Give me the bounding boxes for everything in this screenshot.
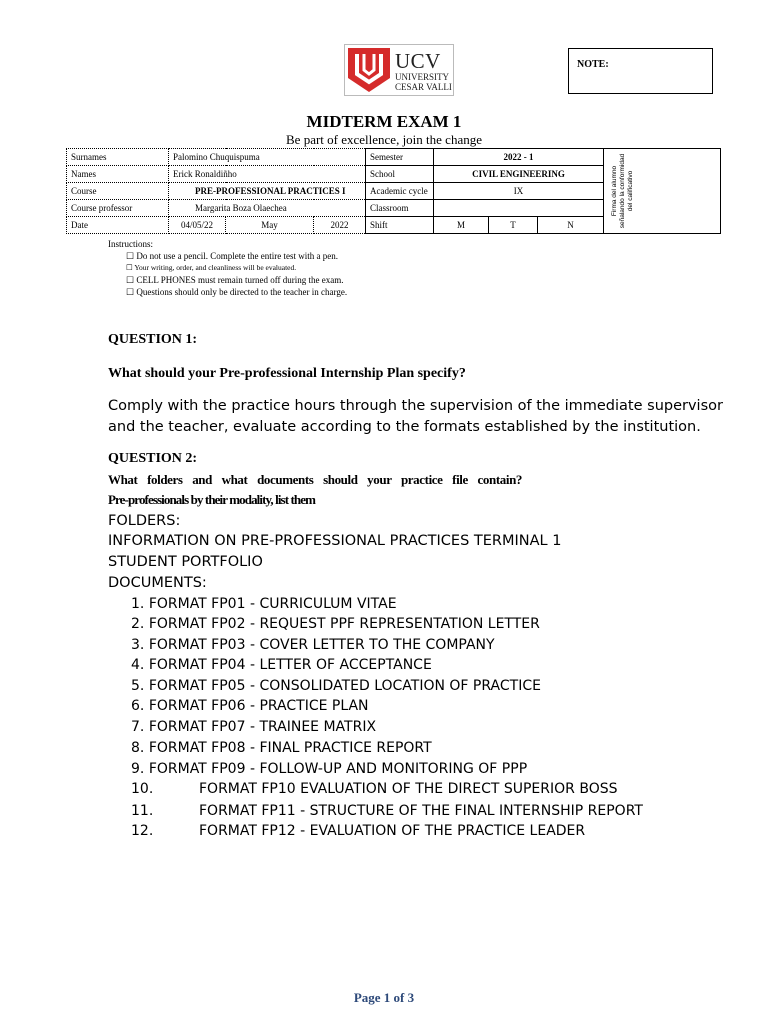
- page-number: Page 1 of 3: [353, 990, 415, 1005]
- document-item-text: FORMAT FP10 EVALUATION OF THE DIRECT SUPERIOR BOSS: [199, 781, 618, 797]
- folder-item: STUDENT PORTFOLIO: [108, 554, 263, 570]
- course-label: Course: [67, 183, 169, 200]
- note-label: NOTE:: [577, 59, 609, 70]
- document-item: 3. FORMAT FP03 - COVER LETTER TO THE COMPANY: [131, 637, 495, 653]
- classroom-label: Classroom: [366, 200, 434, 217]
- document-item: 2. FORMAT FP02 - REQUEST PPF REPRESENTATION LETTER: [131, 616, 540, 632]
- instructions-title: Instructions:: [108, 239, 153, 249]
- shift-n: N: [538, 217, 604, 234]
- folder-item: INFORMATION ON PRE-PROFESSIONAL PRACTICES TERMINAL 1: [108, 533, 562, 549]
- slogan: Be part of excellence, join the change: [286, 132, 482, 147]
- school-label: School: [366, 166, 434, 183]
- document-item: 9. FORMAT FP09 - FOLLOW-UP AND MONITORING OF PPP: [131, 761, 528, 777]
- professor-value: Margarita Boza Olaechea: [169, 200, 366, 217]
- month-value: May: [226, 217, 314, 234]
- year-value: 2022: [314, 217, 366, 234]
- ucv-logo: [344, 44, 454, 96]
- names-label: Names: [67, 166, 169, 183]
- cycle-label: Academic cycle: [366, 183, 434, 200]
- school-value: CIVIL ENGINEERING: [434, 166, 604, 183]
- shift-t: T: [489, 217, 538, 234]
- exam-title: MIDTERM EXAM 1: [306, 112, 462, 131]
- document-item: 8. FORMAT FP08 - FINAL PRACTICE REPORT: [131, 740, 432, 756]
- instruction-item: ☐ Do not use a pencil. Complete the entire test with a pen.: [126, 251, 339, 261]
- document-item: 10.: [131, 781, 154, 797]
- document-item: 11.: [131, 803, 154, 819]
- question-2-prompt-line2: Pre-professionals by their modality, list them: [108, 492, 316, 507]
- question-2-prompt-line1: What folders and what documents should your practice file contain?: [108, 472, 522, 487]
- instruction-item: ☐ Questions should only be directed to the teacher in charge.: [126, 287, 348, 297]
- document-item: 6. FORMAT FP06 - PRACTICE PLAN: [131, 698, 369, 714]
- shift-m: M: [434, 217, 489, 234]
- names-value: Erick Ronaldiñho: [169, 166, 366, 183]
- instructions: [108, 238, 347, 298]
- note-box: [568, 48, 713, 94]
- signature-text: Firma del alumno señalando la conformidad del calificativo: [611, 153, 634, 229]
- student-info-table: [66, 148, 721, 234]
- document-item: 12.: [131, 823, 154, 839]
- ucv-shield-icon: [348, 48, 390, 92]
- date-label: Date: [67, 217, 169, 234]
- semester-value: 2022 - 1: [434, 149, 604, 166]
- course-value: PRE-PROFESSIONAL PRACTICES I: [169, 183, 366, 200]
- documents-label: DOCUMENTS:: [108, 575, 207, 591]
- document-item-text: FORMAT FP12 - EVALUATION OF THE PRACTICE LEADER: [199, 823, 586, 839]
- professor-label: Course professor: [67, 200, 169, 217]
- question-1-heading: QUESTION 1:: [108, 332, 198, 347]
- document-item: 1. FORMAT FP01 - CURRICULUM VITAE: [131, 596, 397, 612]
- question-1-answer: Comply with the practice hours through the supervision of the immediate supervisor and the teacher, evaluate according to the formats established by the institution.: [108, 398, 723, 435]
- semester-label: Semester: [366, 149, 434, 166]
- classroom-value: [434, 200, 604, 217]
- surnames-label: Surnames: [67, 149, 169, 166]
- signature-cell: [604, 149, 721, 234]
- document-item-text: FORMAT FP11 - STRUCTURE OF THE FINAL INTERNSHIP REPORT: [199, 803, 643, 819]
- document-item: 7. FORMAT FP07 - TRAINEE MATRIX: [131, 719, 377, 735]
- date-value: 04/05/22: [169, 217, 226, 234]
- logo-line1: UNIVERSITY: [395, 72, 449, 82]
- document-item: 4. FORMAT FP04 - LETTER OF ACCEPTANCE: [131, 657, 432, 673]
- logo-line2: CESAR VALLI: [395, 82, 452, 92]
- logo-brand: UCV: [395, 49, 441, 73]
- folders-label: FOLDERS:: [108, 513, 181, 529]
- instruction-item: ☐ Your writing, order, and cleanliness will be evaluated.: [126, 263, 297, 272]
- instruction-item: ☐ CELL PHONES must remain turned off during the exam.: [126, 275, 344, 285]
- document-item: 5. FORMAT FP05 - CONSOLIDATED LOCATION OF PRACTICE: [131, 678, 541, 694]
- shift-label: Shift: [366, 217, 434, 234]
- surnames-value: Palomino Chuquispuma: [169, 149, 366, 166]
- cycle-value: IX: [434, 183, 604, 200]
- question-1-prompt: What should your Pre-professional Internship Plan specify?: [108, 366, 466, 381]
- question-2-heading: QUESTION 2:: [108, 451, 198, 466]
